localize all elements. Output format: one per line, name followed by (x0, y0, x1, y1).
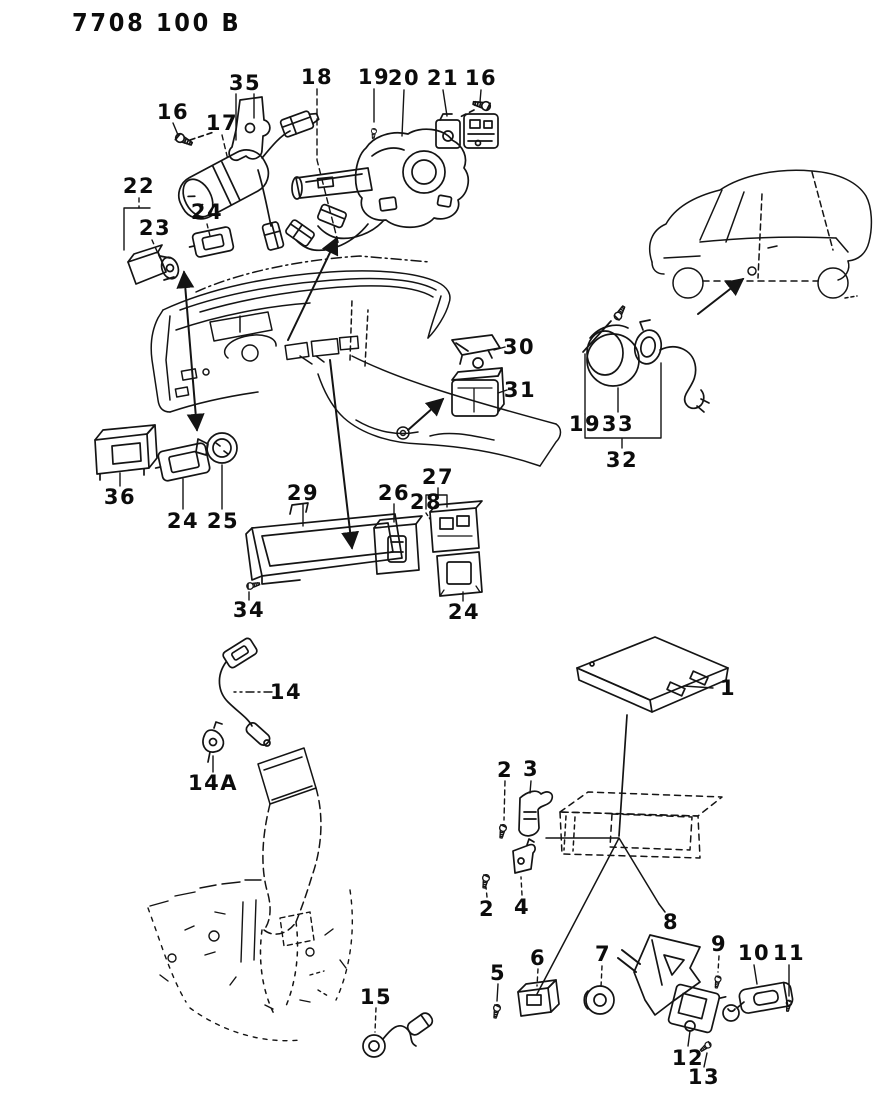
part-label-16: 16 (156, 100, 190, 124)
switch-26-drawing (374, 516, 422, 574)
part-label-28: 28 (409, 490, 443, 514)
part-label-18: 18 (300, 65, 334, 89)
part-label-35: 35 (228, 71, 262, 95)
part-label-26: 26 (377, 481, 411, 505)
car-silhouette-drawing (650, 170, 872, 314)
part-label-2: 2 (496, 758, 514, 782)
part-label-19b: 19 (568, 412, 602, 436)
figure-code: 7708 100 B (72, 8, 242, 37)
part-label-13: 13 (687, 1065, 721, 1089)
part-label-20: 20 (387, 66, 421, 90)
switch-27-28-drawing (430, 501, 482, 596)
switch-22-23-drawing (128, 245, 181, 284)
part-label-7: 7 (594, 942, 612, 966)
part-label-17: 17 (205, 111, 239, 135)
part-label-25: 25 (206, 509, 240, 533)
part-label-29: 29 (286, 481, 320, 505)
part-label-15: 15 (359, 985, 393, 1009)
part-label-22: 22 (122, 174, 156, 198)
part-label-6: 6 (529, 946, 547, 970)
inhibitor-switch-15-drawing (363, 1011, 435, 1057)
part-label-33: 33 (601, 412, 635, 436)
leader-lines (120, 89, 789, 1067)
part-label-4: 4 (513, 895, 531, 919)
wiring-14-drawing (203, 637, 272, 762)
radio-console-drawing (537, 792, 722, 994)
part-label-19: 19 (357, 65, 391, 89)
console-pocket-29-drawing (246, 503, 402, 584)
console-lid-box-drawing (452, 335, 507, 416)
part-label-24b: 24 (166, 509, 200, 533)
switch-36-drawing (95, 425, 157, 480)
part-label-14a: 14A (188, 771, 238, 795)
part-label-23: 23 (138, 216, 172, 240)
part-label-36: 36 (103, 485, 137, 509)
part-label-32: 32 (605, 448, 639, 472)
part-label-11: 11 (772, 941, 806, 965)
bracket-3-drawing (481, 791, 552, 888)
part-label-9: 9 (710, 932, 728, 956)
part-label-27: 27 (421, 465, 455, 489)
dashboard-drawing (151, 256, 560, 466)
part-label-14: 14 (269, 680, 303, 704)
part-label-10: 10 (737, 941, 771, 965)
part-label-30: 30 (502, 335, 536, 359)
ecu-drawing (577, 637, 728, 836)
part-label-34: 34 (232, 598, 266, 622)
relay-24-left-drawing (153, 442, 211, 482)
part-label-12: 12 (671, 1046, 705, 1070)
part-label-31: 31 (503, 378, 537, 402)
ignition-switch-drawing (172, 97, 321, 251)
part-label-24a: 24 (190, 200, 224, 224)
relay-24-upper-drawing (187, 226, 234, 258)
part-label-24c: 24 (447, 600, 481, 624)
part-label-21: 21 (426, 66, 460, 90)
transaxle-cluster-drawing (148, 880, 352, 1041)
part-label-2b: 2 (478, 897, 496, 921)
part-label-8: 8 (662, 910, 680, 934)
part-label-3: 3 (522, 757, 540, 781)
part-label-16b: 16 (464, 66, 498, 90)
part-label-5: 5 (489, 961, 507, 985)
bulb-socket-25-drawing (196, 433, 237, 463)
part-label-1: 1 (719, 676, 737, 700)
